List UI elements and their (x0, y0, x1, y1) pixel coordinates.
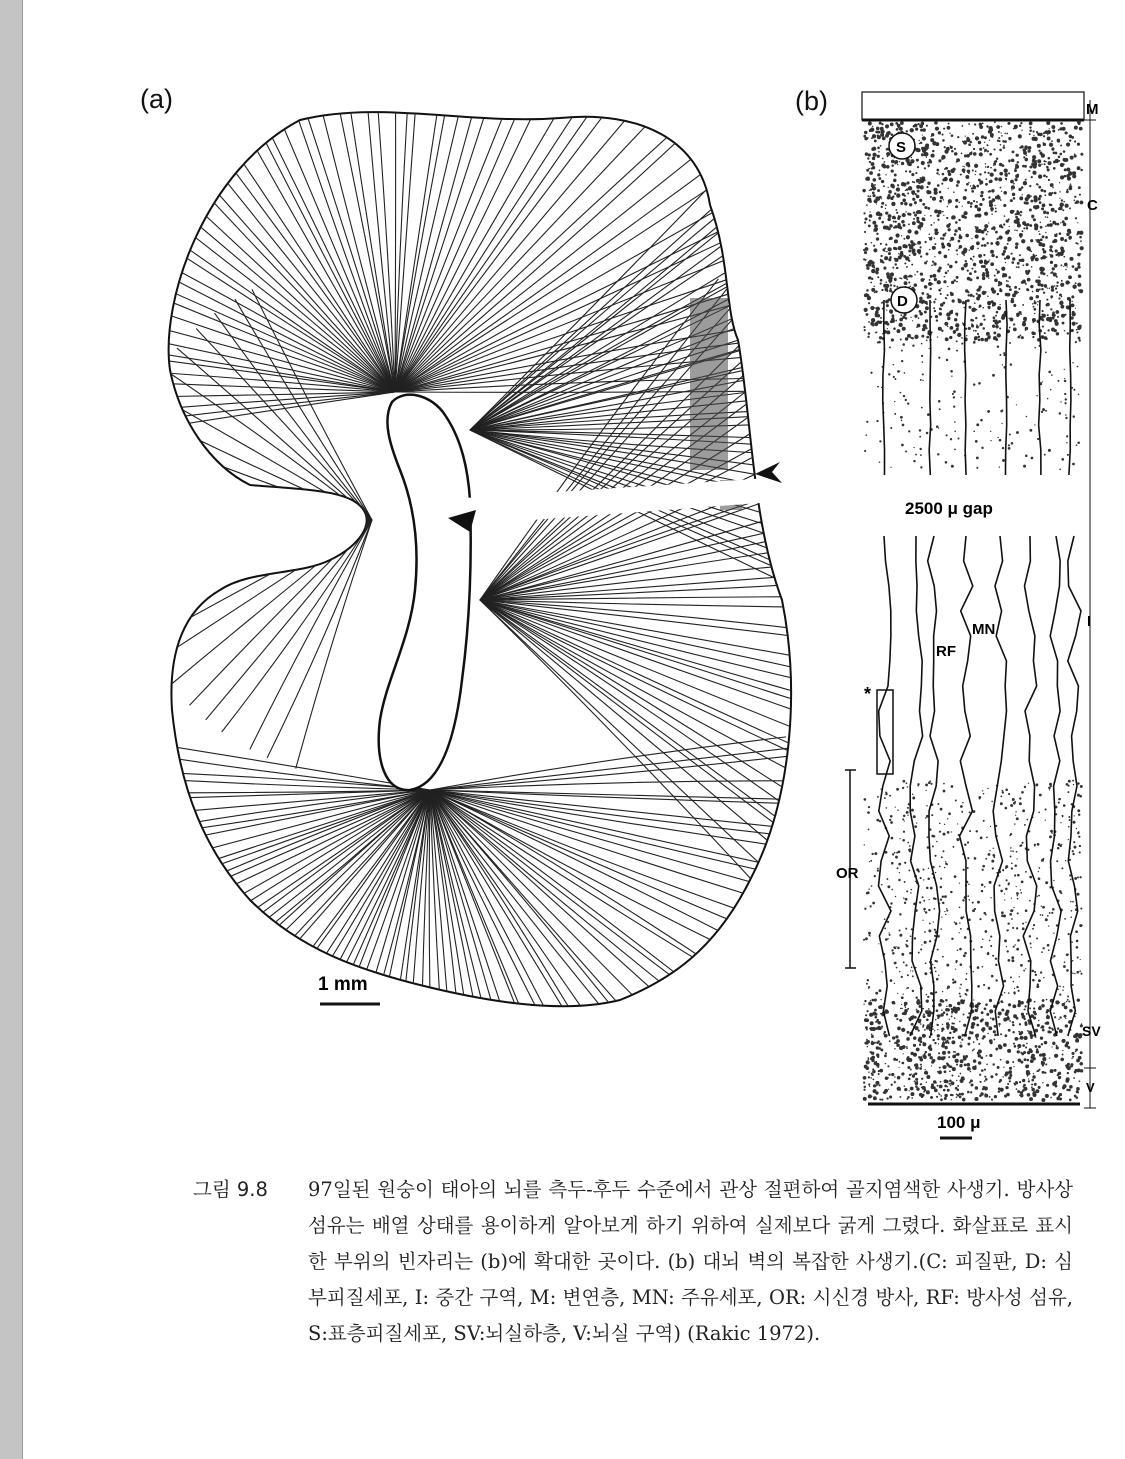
label-C: C (1087, 197, 1098, 214)
label-OR: OR (836, 865, 859, 882)
label-I: I (1087, 613, 1092, 630)
panel-a-label: (a) (140, 84, 173, 114)
label-SV: SV (1082, 1023, 1101, 1039)
label-V: V (1086, 1080, 1095, 1095)
scale-label-b: 100 μ (937, 1113, 981, 1132)
label-S: S (896, 139, 907, 156)
panel-b-label: (b) (795, 86, 828, 116)
label-star: * (864, 684, 872, 704)
figure-caption (193, 1172, 1073, 1352)
gap-label: 2500 μ gap (905, 499, 993, 518)
label-M: M (1086, 101, 1099, 118)
caption-text: 97일된 원숭이 태아의 뇌를 측두-후두 수준에서 관상 절편하여 골지염색한 사생기. 방사상 섬유는 배열 상태를 용이하게 알아보게 하기 위하여 실제보다 굵게 그렸다. 화살표로 표시한 부위의 빈자리는 (b)에 확대한 곳이다. (b) 대뇌 벽의 복잡한 사생기.(C: 피질판, D: 심부피질세포, I: 중간 구역, M: 변연층, MN: 주유세포, OR: 시신경 방사, RF: 방사성 섬유, S:표층피질세포, SV:뇌실하층, V:뇌실 구역) (Rakic 1972). (308, 1178, 1073, 1345)
label-RF: RF (936, 643, 956, 660)
scale-label-a: 1 mm (318, 974, 368, 995)
caption-number: 그림 9.8 (193, 1178, 268, 1201)
cortical-wall-illustration (845, 92, 1096, 1108)
label-MN: MN (972, 621, 996, 638)
label-D: D (897, 293, 908, 310)
